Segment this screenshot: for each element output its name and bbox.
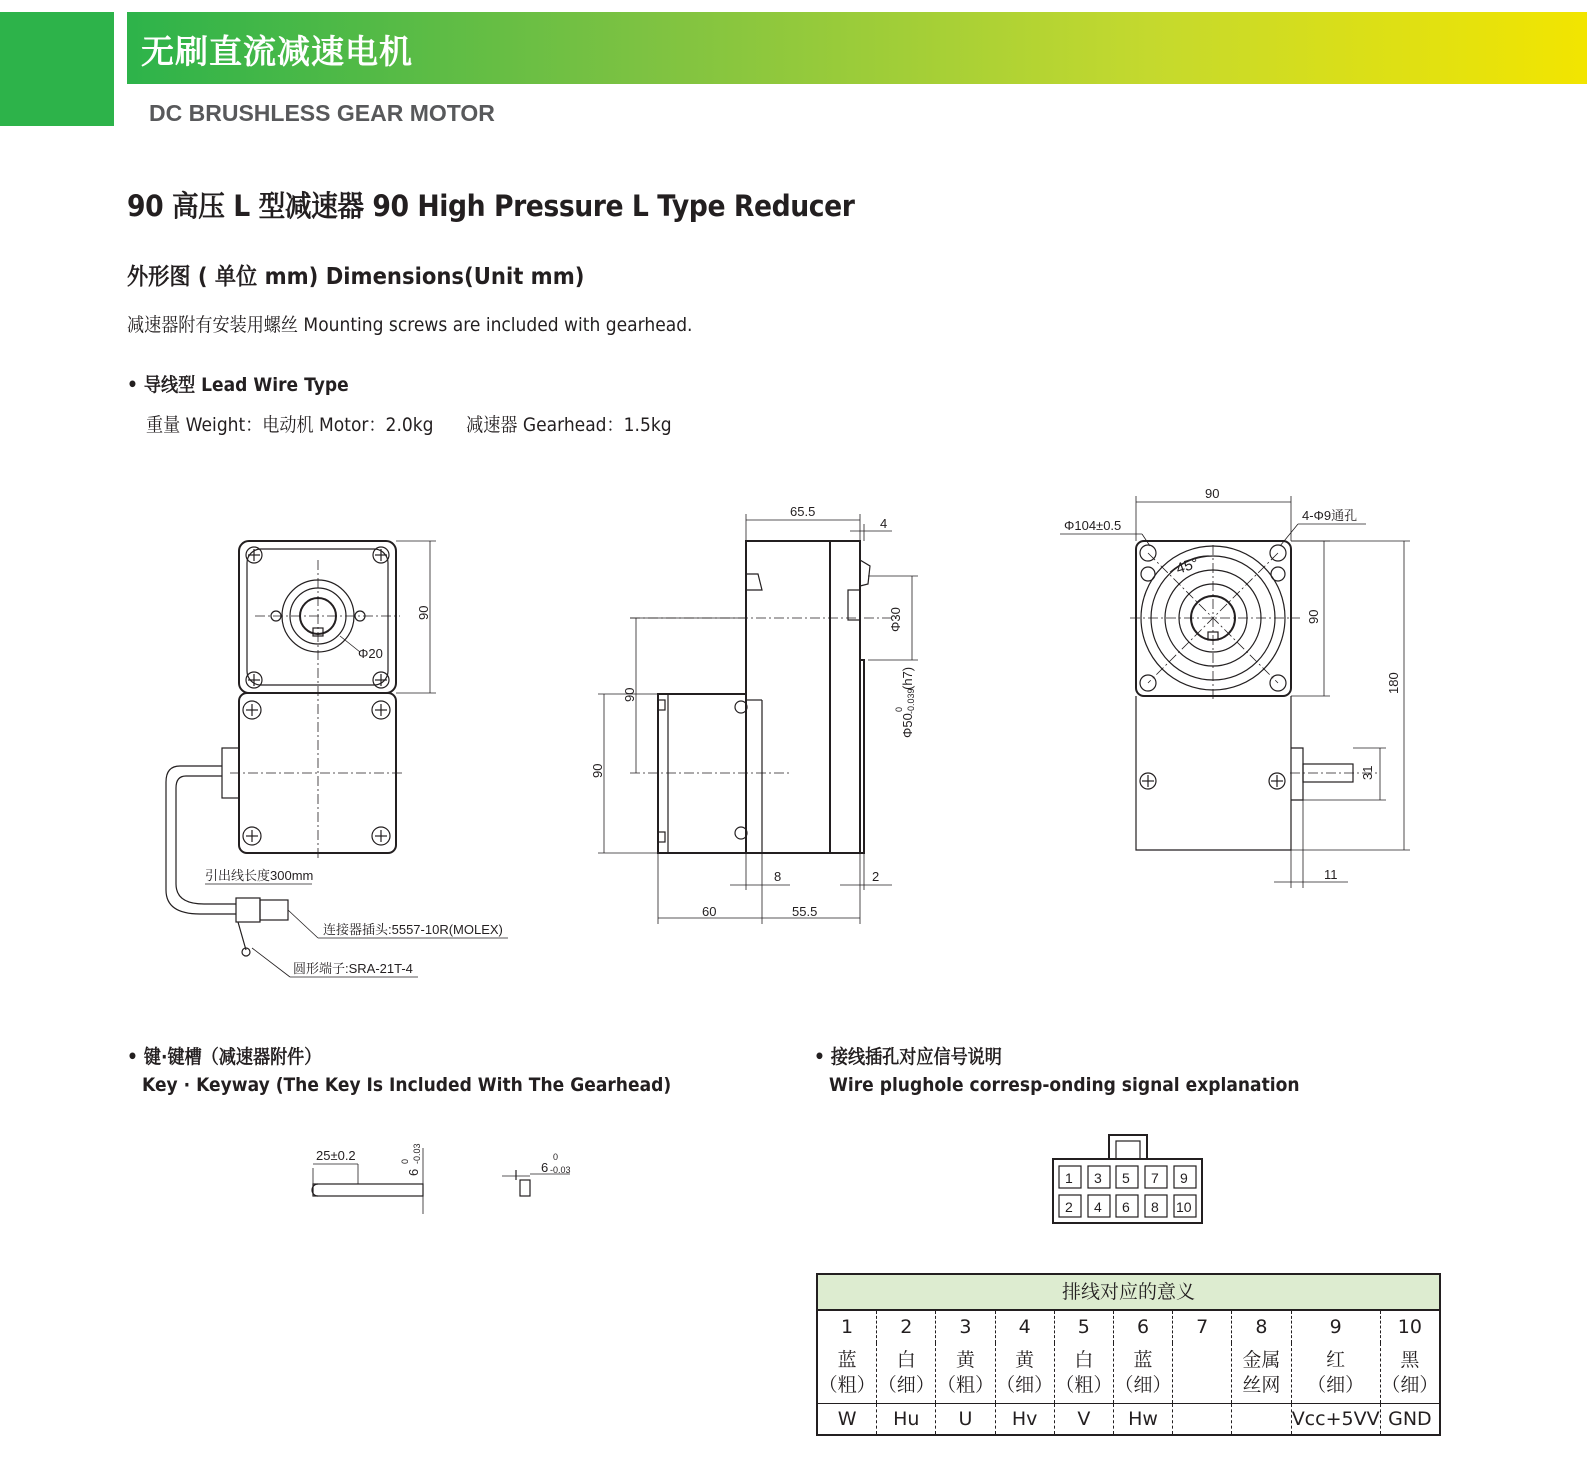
- pin-9: 9: [1180, 1170, 1188, 1186]
- signal-cell: [1232, 1404, 1291, 1436]
- mounting-note: 减速器附有安装用螺丝 Mounting screws are included with gearhead.: [127, 314, 693, 336]
- pin-6: 6: [1122, 1199, 1130, 1215]
- pin-5: 5: [1122, 1170, 1130, 1186]
- signal-cell: Hu: [877, 1404, 936, 1436]
- side-dim-90b: 90: [590, 763, 605, 778]
- rear-holes: 4-Φ9通孔: [1302, 508, 1358, 523]
- signal-table: [816, 1273, 1441, 1436]
- key-heading-en: Key · Keyway (The Key Is Included With The Gearhead): [142, 1074, 672, 1096]
- side-dim-8: 8: [774, 869, 782, 884]
- key-tol-lower: -0.03: [412, 1143, 422, 1164]
- side-dim-phi50: Φ50: [900, 713, 915, 738]
- rear-dim-11: 11: [1324, 867, 1338, 882]
- connector-diagram: [1040, 1130, 1220, 1230]
- key-heading-cn: • 键·键槽（减速器附件）: [127, 1046, 322, 1068]
- side-dim-90a: 90: [622, 687, 637, 702]
- keyway-width: 6: [541, 1160, 549, 1175]
- side-phi50-upper: 0: [894, 706, 904, 712]
- pin-cell: 8: [1232, 1310, 1291, 1343]
- table-row-signals: [817, 1404, 1440, 1436]
- color-cell: 蓝 （细）: [1113, 1343, 1172, 1404]
- signal-table-title: 排线对应的意义: [817, 1274, 1440, 1310]
- color-cell: 白 （细）: [877, 1343, 936, 1404]
- rear-screw-icon: [1140, 773, 1285, 789]
- side-dim-4: 4: [880, 516, 888, 531]
- wire-heading-en: Wire plughole corresp-onding signal explanation: [829, 1074, 1300, 1096]
- pin-7: 7: [1151, 1170, 1159, 1186]
- keyway-tol-upper: 0: [553, 1152, 559, 1162]
- rear-view: [1060, 486, 1410, 888]
- color-cell: 黑 （细）: [1380, 1343, 1440, 1404]
- pin-cell: 9: [1291, 1310, 1380, 1343]
- pin-8: 8: [1151, 1199, 1159, 1215]
- table-row-pins: [817, 1310, 1440, 1343]
- terminal-label: 圆形端子:SRA-21T-4: [293, 961, 413, 976]
- pin-cell: 10: [1380, 1310, 1440, 1343]
- side-dim-60: 60: [702, 904, 717, 919]
- rear-dim-31: 31: [1360, 765, 1375, 780]
- pin-10: 10: [1176, 1199, 1192, 1215]
- color-cell: [1173, 1343, 1232, 1404]
- side-view: [590, 504, 918, 924]
- color-cell: 黄 （细）: [995, 1343, 1054, 1404]
- front-dim-90: 90: [416, 605, 431, 620]
- color-cell: 黄 （粗）: [936, 1343, 995, 1404]
- key-width: 6: [406, 1168, 421, 1176]
- pin-1: 1: [1065, 1170, 1073, 1186]
- signal-cell: U: [936, 1404, 995, 1436]
- side-dim-55-5: 55.5: [792, 904, 818, 919]
- signal-cell: Hv: [995, 1404, 1054, 1436]
- rear-dim-90-top: 90: [1205, 486, 1220, 501]
- banner-subtitle: DC BRUSHLESS GEAR MOTOR: [149, 100, 495, 126]
- side-phi50-lower: -0.039: [906, 688, 916, 714]
- signal-cell: Hw: [1113, 1404, 1172, 1436]
- color-cell: 红 （细）: [1291, 1343, 1380, 1404]
- pin-3: 3: [1094, 1170, 1102, 1186]
- side-dim-2: 2: [872, 869, 880, 884]
- connector-pins: [1059, 1166, 1196, 1217]
- key-tol-upper: 0: [400, 1158, 410, 1164]
- color-cell: 白 （粗）: [1054, 1343, 1113, 1404]
- rear-angle: 45°: [1173, 554, 1201, 578]
- rear-dim-180: 180: [1386, 672, 1401, 694]
- key-length: 25±0.2: [316, 1148, 356, 1163]
- signal-cell: GND: [1380, 1404, 1440, 1436]
- keyway-tol-lower: -0.03: [550, 1165, 571, 1175]
- header-banner: [127, 12, 1587, 84]
- signal-cell: W: [837, 1407, 857, 1430]
- signal-cell: V: [1054, 1404, 1113, 1436]
- pin-4: 4: [1094, 1199, 1102, 1215]
- key-drawing: [300, 1140, 600, 1220]
- pin-cell: 6: [1113, 1310, 1172, 1343]
- wire-heading-cn: • 接线插孔对应信号说明: [814, 1046, 1002, 1068]
- rear-phi104: Φ104±0.5: [1064, 518, 1122, 533]
- signal-cell: Vcc+5VV: [1291, 1404, 1380, 1436]
- front-shaft-dia: Φ20: [358, 646, 383, 661]
- dimension-drawing: [0, 470, 1587, 990]
- side-dim-phi30: Φ30: [888, 607, 903, 632]
- section-title: 90 高压 L 型减速器 90 High Pressure L Type Reducer: [127, 189, 855, 223]
- pin-cell: 7: [1173, 1310, 1232, 1343]
- side-dim-65-5: 65.5: [790, 504, 816, 519]
- connector-label: 连接器插头:5557-10R(MOLEX): [323, 922, 503, 937]
- table-row-colors: [817, 1343, 1440, 1404]
- color-cell: 金属 丝网: [1232, 1343, 1291, 1404]
- front-view: [166, 541, 508, 977]
- header-side-tab: [0, 12, 114, 126]
- pin-cell: 1: [841, 1315, 854, 1338]
- lead-wire-heading: • 导线型 Lead Wire Type: [127, 374, 349, 396]
- pin-cell: 5: [1054, 1310, 1113, 1343]
- lead-length-label: 引出线长度300mm: [205, 868, 314, 883]
- rear-dim-90-side: 90: [1306, 609, 1321, 624]
- side-phi50-fit: (h7): [900, 666, 915, 690]
- pin-cell: 3: [936, 1310, 995, 1343]
- dimensions-heading: 外形图 ( 单位 mm) Dimensions(Unit mm): [127, 264, 585, 290]
- pin-cell: 4: [995, 1310, 1054, 1343]
- pin-2: 2: [1065, 1199, 1073, 1215]
- weight-line: 重量 Weight：电动机 Motor：2.0kg 减速器 Gearhead：1.5kg: [146, 414, 672, 436]
- banner-title: 无刷直流减速电机: [141, 32, 413, 71]
- mount-hole-icon: [246, 547, 389, 688]
- pin-cell: 2: [877, 1310, 936, 1343]
- color-cell: 蓝 （粗）: [817, 1343, 877, 1404]
- signal-cell: [1173, 1404, 1232, 1436]
